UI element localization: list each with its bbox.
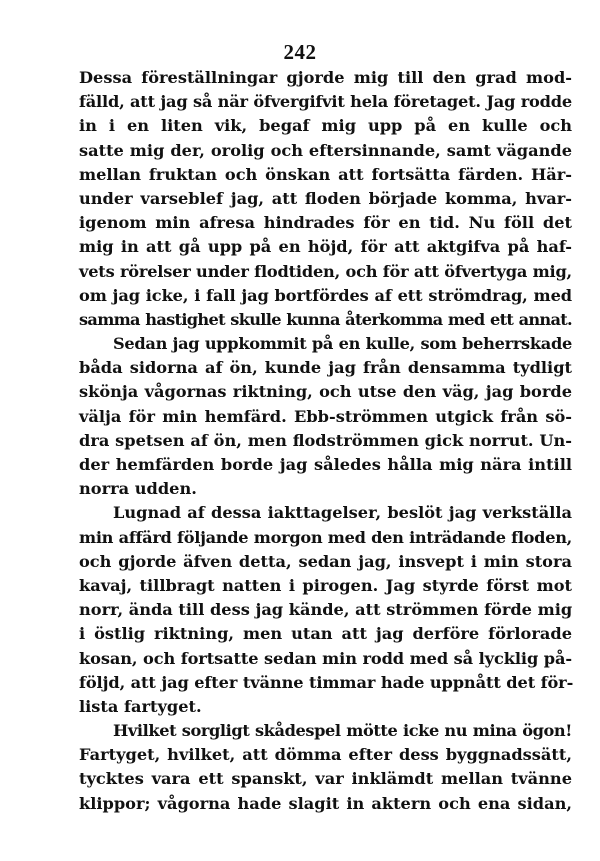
text-line: in i en liten vik, begaf mig upp på en kulle och <box>79 116 572 136</box>
text-line: mellan fruktan och önskan att fortsätta färden. Här- <box>79 164 572 184</box>
text-line: kosan, och fortsatte sedan min rodd med så lycklig på- <box>79 648 572 668</box>
text-line: Sedan jag uppkommit på en kulle, som beherrskade <box>113 334 572 354</box>
text-line: välja för min hemfärd. Ebb-strömmen utgick från sö- <box>79 406 572 426</box>
text-line: min affärd följande morgon med den inträdande floden, <box>79 527 572 547</box>
text-line: lista fartyget. <box>79 696 202 716</box>
text-line: om jag icke, i fall jag bortfördes af ett strömdrag, med <box>79 285 572 305</box>
text-line: vets rörelser under flodtiden, och för att öfvertyga mig, <box>79 261 572 281</box>
text-line: följd, att jag efter tvänne timmar hade uppnått det för- <box>79 672 574 692</box>
text-line: fälld, att jag så när öfvergifvit hela företaget. Jag rodde <box>79 92 572 112</box>
text-line: tycktes vara ett spanskt, var inklämdt mellan tvänne <box>79 769 572 789</box>
text-line: Lugnad af dessa iakttagelser, beslöt jag verkställa <box>113 503 572 523</box>
body-text <box>79 66 572 816</box>
text-line: igenom min afresa hindrades för en tid. Nu föll det <box>79 213 572 233</box>
text-line: skönja vågornas riktning, och utse den väg, jag borde <box>79 382 572 402</box>
text-line: och gjorde äfven detta, sedan jag, insvept i min stora <box>79 551 572 571</box>
text-line: norr, ända till dess jag kände, att strömmen förde mig <box>79 600 573 620</box>
text-line: samma hastighet skulle kunna återkomma med ett annat. <box>79 309 572 329</box>
text-line: kavaj, tillbragt natten i pirogen. Jag styrde först mot <box>79 575 572 595</box>
text-line: dra spetsen af ön, men flodströmmen gick norrut. Un- <box>79 430 572 450</box>
text-line: Hvilket sorgligt skådespel mötte icke nu mina ögon! <box>113 721 572 741</box>
text-line: norra udden. <box>79 479 197 499</box>
text-line: klippor; vågorna hade slagit in aktern och ena sidan, <box>79 793 572 813</box>
text-line: Dessa föreställningar gjorde mig till den grad mod- <box>79 68 572 87</box>
text-line: båda sidorna af ön, kunde jag från densamma tydligt <box>79 358 572 378</box>
text-line: satte mig der, orolig och eftersinnande, samt vägande <box>79 140 572 160</box>
text-line: Fartyget, hvilket, att dömma efter dess byggnadssätt, <box>79 745 572 765</box>
page-number: 242 <box>283 40 317 64</box>
text-line: mig in att gå upp på en höjd, för att aktgifva på haf- <box>79 237 572 257</box>
text-line: der hemfärden borde jag således hålla mig nära intill <box>79 455 572 474</box>
text-line: under varseblef jag, att floden började komma, hvar- <box>79 188 572 208</box>
text-line: i östlig riktning, men utan att jag derföre förlorade <box>79 624 572 644</box>
